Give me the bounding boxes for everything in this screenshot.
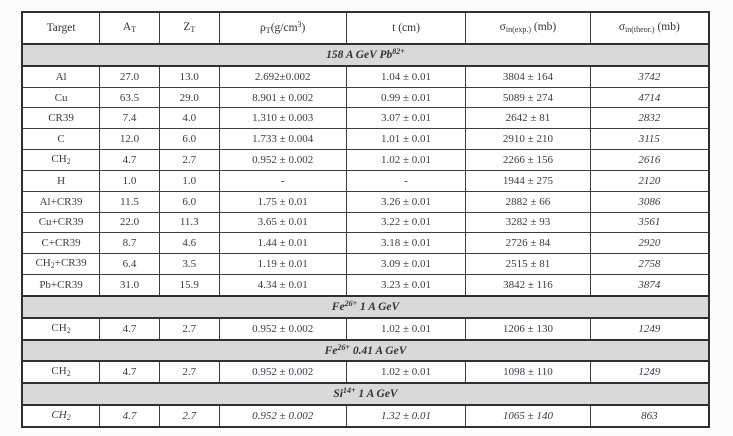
col-header-sigma-exp-label: σ (499, 21, 506, 34)
cell-sigma-theor: 3115 (590, 129, 709, 150)
col-header-sigma-theor-label: σ (618, 21, 626, 34)
cell-sigma-exp: 1065 ± 140 (466, 405, 590, 427)
cell-thickness: 3.18 ± 0.01 (346, 233, 466, 254)
cell-target (22, 318, 100, 340)
table-row (22, 318, 709, 340)
cell-thickness: 3.23 ± 0.01 (346, 274, 466, 295)
cell-density: 0.952 ± 0.002 (219, 318, 346, 340)
cell-sigma-theor: 1249 (590, 318, 709, 340)
table-body (22, 44, 709, 427)
table-row (22, 274, 709, 295)
cell-zt: 2.7 (159, 361, 219, 383)
cell-at: 4.7 (100, 405, 160, 427)
table-row (22, 212, 709, 233)
cell-zt: 29.0 (159, 87, 219, 108)
col-header-zt-sub: T (190, 25, 196, 35)
cell-sigma-exp: 1098 ± 110 (466, 361, 590, 383)
cell-zt: 1.0 (159, 170, 219, 191)
cell-target (22, 108, 100, 129)
section-title (22, 340, 709, 362)
cell-density: 0.952 ± 0.002 (219, 361, 346, 383)
cross-section-table (21, 11, 710, 428)
col-header-at-sub: T (131, 25, 137, 35)
cell-sigma-exp: 2910 ± 210 (466, 129, 590, 150)
cell-thickness: 0.99 ± 0.01 (346, 87, 466, 108)
cell-sigma-theor: 3561 (590, 212, 709, 233)
cell-sigma-theor: 3874 (590, 274, 709, 295)
table-row (22, 108, 709, 129)
target-base: Cu (54, 91, 68, 104)
cell-density: 4.34 ± 0.01 (219, 274, 346, 295)
table-row (22, 405, 709, 427)
cell-thickness: 1.01 ± 0.01 (346, 129, 466, 150)
cell-target (22, 150, 100, 171)
col-header-sigma-theor-end: (mb) (654, 21, 680, 34)
cell-target (22, 212, 100, 233)
section-title (22, 44, 709, 66)
cell-zt: 4.6 (159, 233, 219, 254)
target-base: CH (35, 257, 51, 270)
table-row (22, 87, 709, 108)
cell-at: 12.0 (100, 129, 160, 150)
cell-density: 0.952 ± 0.002 (219, 405, 346, 427)
section-title-pre: Fe (324, 344, 338, 357)
cell-sigma-theor: 2120 (590, 170, 709, 191)
cell-sigma-theor: 3086 (590, 191, 709, 212)
target-base: C+CR39 (41, 237, 81, 250)
cell-sigma-theor: 2832 (590, 108, 709, 129)
cell-sigma-exp: 3804 ± 164 (466, 66, 590, 87)
target-base: Al (55, 70, 67, 83)
target-base: Cu+CR39 (38, 216, 84, 229)
section-title-sup: 14+ (342, 386, 356, 396)
section-row (22, 44, 709, 66)
section-row (22, 296, 709, 318)
section-title-pre: 158 A GeV Pb (326, 49, 393, 62)
target-base: H (57, 174, 66, 187)
cell-density: 0.952 ± 0.002 (219, 150, 346, 171)
cell-at: 63.5 (100, 87, 160, 108)
cell-density: 1.733 ± 0.004 (219, 129, 346, 150)
section-title-post: 1 A GeV (357, 300, 400, 313)
cell-thickness: 1.02 ± 0.01 (346, 361, 466, 383)
cell-sigma-theor: 3742 (590, 66, 709, 87)
cell-target (22, 129, 100, 150)
cell-target (22, 254, 100, 275)
target-base: CH (51, 321, 67, 334)
target-sub: 2 (66, 157, 71, 167)
cell-sigma-theor: 863 (590, 405, 709, 427)
cell-sigma-theor: 4714 (590, 87, 709, 108)
col-header-target (22, 12, 100, 44)
cell-sigma-exp: 5089 ± 274 (466, 87, 590, 108)
cell-at: 8.7 (100, 233, 160, 254)
cell-target (22, 170, 100, 191)
col-header-density-label: ρ (260, 21, 266, 34)
col-header-density-sup: 3 (297, 19, 302, 29)
cell-thickness: 1.02 ± 0.01 (346, 150, 466, 171)
cell-zt: 6.0 (159, 129, 219, 150)
cell-density: 8.901 ± 0.002 (219, 87, 346, 108)
cell-at: 31.0 (100, 274, 160, 295)
table-row (22, 66, 709, 87)
cell-at: 6.4 (100, 254, 160, 275)
section-title (22, 296, 709, 318)
section-row (22, 383, 709, 405)
section-title-post: 1 A GeV (355, 388, 398, 401)
cell-zt: 2.7 (159, 150, 219, 171)
target-base: Al+CR39 (39, 195, 83, 208)
target-sub: 2 (66, 369, 71, 379)
cell-target (22, 87, 100, 108)
cell-zt: 13.0 (159, 66, 219, 87)
cell-at: 4.7 (100, 318, 160, 340)
section-title-sup: 26+ (337, 342, 350, 352)
target-sub: 2 (66, 413, 71, 423)
cell-thickness: 3.07 ± 0.01 (346, 108, 466, 129)
cell-sigma-theor: 2758 (590, 254, 709, 275)
cell-zt: 6.0 (159, 191, 219, 212)
cell-at: 27.0 (100, 66, 160, 87)
cell-at: 7.4 (100, 108, 160, 129)
cell-target (22, 191, 100, 212)
cell-target (22, 405, 100, 427)
section-title-sup: 26+ (344, 298, 358, 308)
cell-sigma-exp: 1206 ± 130 (466, 318, 590, 340)
cell-zt: 2.7 (159, 405, 219, 427)
col-header-sigma-theor (590, 12, 709, 44)
section-title-pre: Si (333, 388, 343, 401)
cell-density: 1.44 ± 0.01 (219, 233, 346, 254)
col-header-target-label: Target (46, 21, 76, 34)
target-base: CH (51, 365, 67, 378)
col-header-zt (159, 12, 219, 44)
cell-thickness: - (346, 170, 466, 191)
cell-at: 22.0 (100, 212, 160, 233)
table-row (22, 254, 709, 275)
cell-sigma-exp: 2726 ± 84 (466, 233, 590, 254)
cell-density: - (219, 170, 346, 191)
table-row (22, 233, 709, 254)
cell-thickness: 1.02 ± 0.01 (346, 318, 466, 340)
target-base: Pb+CR39 (39, 278, 83, 291)
cell-thickness: 1.32 ± 0.01 (346, 405, 466, 427)
cell-sigma-exp: 2266 ± 156 (466, 150, 590, 171)
col-header-sigma-exp-end: (mb) (530, 21, 557, 34)
col-header-density-end: ) (301, 21, 306, 34)
cell-target (22, 66, 100, 87)
col-header-zt-label: Z (183, 21, 191, 34)
section-title (22, 383, 709, 405)
cell-target (22, 233, 100, 254)
cell-zt: 4.0 (159, 108, 219, 129)
cell-at: 4.7 (100, 361, 160, 383)
cell-at: 1.0 (100, 170, 160, 191)
target-suffix: +CR39 (54, 257, 87, 270)
table-row (22, 150, 709, 171)
section-title-sup: 82+ (392, 47, 405, 57)
cell-sigma-theor: 1249 (590, 361, 709, 383)
target-base: CR39 (48, 112, 74, 125)
target-base: CH (51, 153, 67, 166)
cell-thickness: 3.22 ± 0.01 (346, 212, 466, 233)
header-row (22, 12, 709, 44)
col-header-sigma-exp (466, 12, 590, 44)
col-header-thickness (346, 12, 466, 44)
cell-sigma-exp: 3282 ± 93 (466, 212, 590, 233)
cell-zt: 2.7 (159, 318, 219, 340)
cell-density: 1.19 ± 0.01 (219, 254, 346, 275)
cell-density: 2.692±0.002 (219, 66, 346, 87)
cell-sigma-exp: 2882 ± 66 (466, 191, 590, 212)
table-row (22, 170, 709, 191)
cell-sigma-exp: 1944 ± 275 (466, 170, 590, 191)
col-header-sigma-theor-sub: in(theor.) (625, 25, 655, 35)
table-row (22, 129, 709, 150)
section-row (22, 340, 709, 362)
target-base: C (57, 133, 65, 146)
section-title-post: 0.41 A GeV (349, 344, 407, 357)
col-header-density-sub: T (265, 25, 271, 35)
cell-thickness: 1.04 ± 0.01 (346, 66, 466, 87)
table-row (22, 361, 709, 383)
section-title-pre: Fe (331, 300, 345, 313)
cell-sigma-theor: 2920 (590, 233, 709, 254)
target-sub: 2 (66, 325, 71, 335)
col-header-thickness-label: t (cm) (392, 21, 420, 34)
cell-thickness: 3.26 ± 0.01 (346, 191, 466, 212)
cell-density: 1.75 ± 0.01 (219, 191, 346, 212)
cell-zt: 15.9 (159, 274, 219, 295)
cell-sigma-exp: 2642 ± 81 (466, 108, 590, 129)
cell-sigma-exp: 3842 ± 116 (466, 274, 590, 295)
col-header-density-mid: (g/cm (270, 21, 298, 34)
target-base: CH (51, 409, 67, 422)
table-row (22, 191, 709, 212)
cell-density: 3.65 ± 0.01 (219, 212, 346, 233)
cell-target (22, 361, 100, 383)
cell-thickness: 3.09 ± 0.01 (346, 254, 466, 275)
cell-at: 4.7 (100, 150, 160, 171)
cell-sigma-theor: 2616 (590, 150, 709, 171)
cell-sigma-exp: 2515 ± 81 (466, 254, 590, 275)
cell-at: 11.5 (100, 191, 160, 212)
target-sub: 2 (50, 261, 55, 271)
cell-zt: 11.3 (159, 212, 219, 233)
cell-target (22, 274, 100, 295)
col-header-sigma-exp-sub: in(exp.) (505, 25, 531, 35)
col-header-at-label: A (122, 21, 132, 34)
cell-zt: 3.5 (159, 254, 219, 275)
table-header (22, 12, 709, 44)
col-header-density (219, 12, 346, 44)
col-header-at (100, 12, 160, 44)
cell-density: 1.310 ± 0.003 (219, 108, 346, 129)
